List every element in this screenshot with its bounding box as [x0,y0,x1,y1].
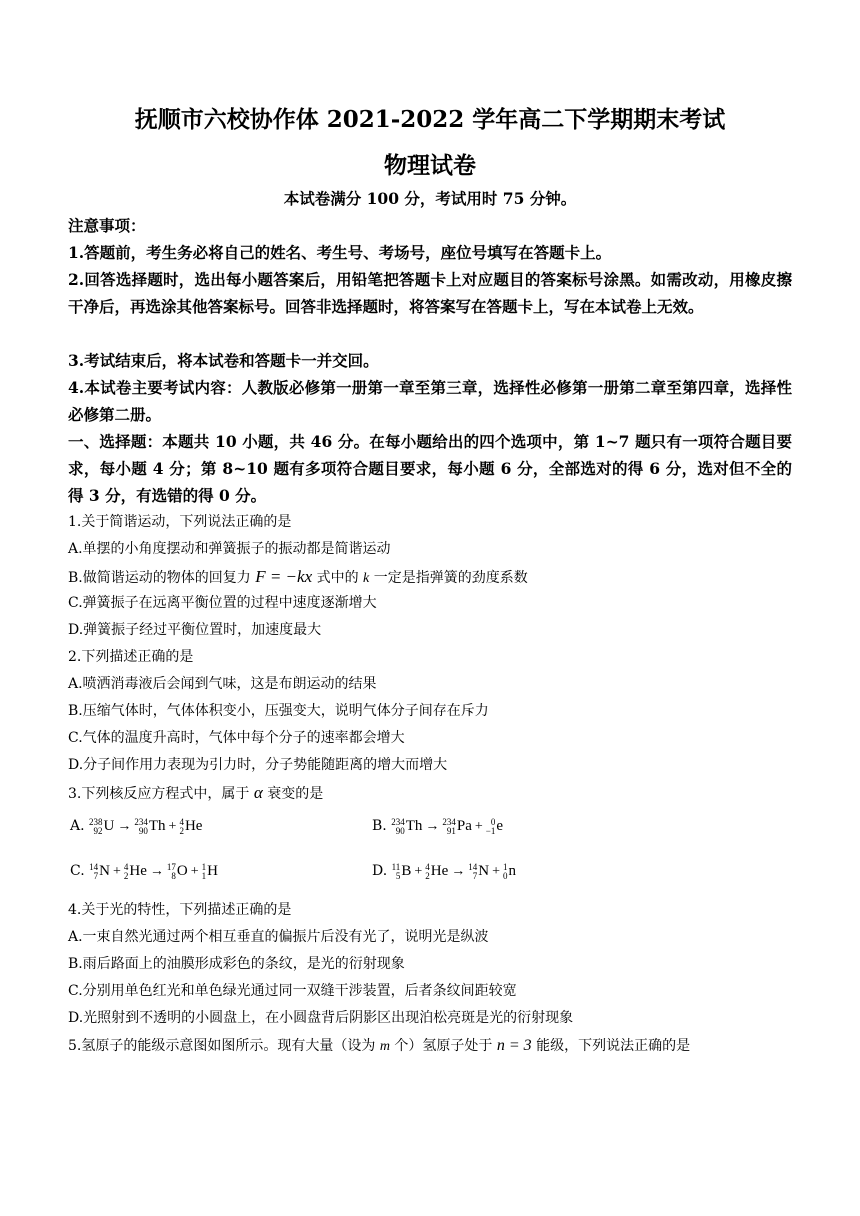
atomic-number: 90 [138,826,148,836]
reaction-operator: + [168,819,177,835]
reaction-operator: → [149,864,164,880]
nuclide [503,864,516,879]
reaction-operator: → [425,819,440,835]
nuclide-numbers [468,863,477,881]
q2-stem: 2.下列描述正确的是 [68,649,194,665]
reaction-operator: + [112,864,121,880]
nuclide-numbers [486,818,496,836]
nuclide-numbers [442,818,456,836]
element-symbol: N [99,863,110,880]
exam-info: 本试卷满分 100 分，考试用时 75 分钟。 [283,189,577,208]
element-symbol: H [207,863,218,880]
q5-stem-text: 5.氢原子的能级示意图如图所示。现有大量（设为 [68,1038,376,1054]
nuclide-numbers [392,863,401,881]
nuclide-numbers [179,818,184,836]
q3-stem-text: 3.下列核反应方程式中，属于 [68,786,250,802]
nuclide-numbers [425,863,430,881]
notice-heading: 注意事项： [68,216,146,235]
nuclide-numbers [89,818,103,836]
element-symbol: B [401,863,412,880]
mass-number: 14 [89,862,99,872]
atomic-number: 92 [93,826,103,836]
q4-option-a: A.一束自然光通过两个相互垂直的偏振片后没有光了，说明光是纵波 [68,929,489,945]
element-symbol: O [176,863,188,880]
exam-subtitle: 物理试卷 [384,152,476,179]
mass-number: 4 [179,817,184,827]
q1-option-a: A.单摆的小角度摆动和弹簧振子的振动都是简谐运动 [68,541,391,557]
mass-number: 14 [468,862,478,872]
notice-item-4: 4.本试卷主要考试内容：人教版必修第一册第一章至第三章，选择性必修第一册第二章至第四章，选择性必修第二册。 [68,378,792,424]
element-symbol: He [184,818,203,835]
nuclide-numbers [134,818,148,836]
nuclide [167,864,188,879]
q3-reaction-b [391,819,503,834]
q3-reaction-c [89,864,218,879]
nuclide [425,864,448,879]
q3-stem [68,779,792,808]
nuclide [89,864,110,879]
q2-option-b: B.压缩气体时，气体体积变小，压强变大，说明气体分子间存在斥力 [68,703,489,719]
nuclide [124,864,147,879]
nuclide [391,819,422,834]
mass-number: 234 [442,817,456,827]
atomic-number: 5 [395,871,401,881]
reaction-operator: + [474,819,483,835]
element-symbol: Pa [456,818,472,835]
energy-level-n: n = 3 [496,1037,532,1054]
element-symbol: e [496,818,504,835]
nuclide-numbers [167,863,176,881]
nuclide [179,819,202,834]
reaction-operator: + [190,864,199,880]
nuclide [89,819,114,834]
atomic-number: 2 [425,871,430,881]
q3-option-b-label: B. [372,818,387,835]
atomic-number: 2 [123,871,129,881]
q4-option-c: C.分别用单色红光和单色绿光通过同一双缝干涉装置，后者条纹间距较宽 [68,983,517,999]
q4-stem: 4.关于光的特性，下列描述正确的是 [68,902,292,918]
q3-stem-end: 衰变的是 [267,786,324,802]
atomic-number: 91 [446,826,456,836]
section-1-intro: 一、选择题：本题共 10 小题，共 46 分。在每小题给出的四个选项中，第 1~7 题只有一项符合题目要求，每小题 4 分；第 8~10 题有多项符合题目要求，每小题 6 分，全部选对的得 6 分，选对但不全的得 3 分，有选错的得 0 分。 [68,432,792,505]
q1-stem: 1.关于简谐运动，下列说法正确的是 [68,514,292,530]
q3-option-a-label: A. [70,818,85,835]
q1-option-b-text: B.做简谐运动的物体的回复力 [68,570,251,586]
q5-stem-end: 能级，下列说法正确的是 [536,1038,691,1054]
q4-option-b: B.雨后路面上的油膜形成彩色的条纹，是光的衍射现象 [68,956,405,972]
q1-option-b-mid: 式中的 [316,570,359,586]
atomic-number: 7 [472,871,478,881]
q2-option-d: D.分子间作用力表现为引力时，分子势能随距离的增大而增大 [68,757,448,773]
nuclide [392,864,412,879]
mass-number: 4 [123,862,129,872]
atomic-number: 7 [93,871,99,881]
q1-option-b [68,563,792,592]
nuclide [442,819,472,834]
mass-number: 11 [391,862,401,872]
atomic-number: 2 [179,826,184,836]
reaction-operator: → [451,864,466,880]
q1-option-d: D.弹簧振子经过平衡位置时，加速度最大 [68,622,322,638]
q3-option-c-label: C. [70,863,85,880]
element-symbol: He [129,863,147,880]
q5-stem [68,1032,792,1060]
mass-number: 0 [490,817,496,827]
notice-item-2: 2.回答选择题时，选出每小题答案后，用铅笔把答题卡上对应题目的答案标号涂黑。如需改动，用橡皮擦干净后，再选涂其他答案标号。回答非选择题时，将答案写在答题卡上，写在本试卷上无效。 [68,270,792,316]
mass-number: 4 [425,862,430,872]
q5-stem-mid: 个）氢原子处于 [394,1038,493,1054]
q2-option-a: A.喷洒消毒液后会闻到气味，这是布朗运动的结果 [68,676,377,692]
element-symbol: U [103,818,115,835]
q3-option-d-label: D. [372,863,388,880]
nuclide-numbers [202,863,207,881]
nuclide [468,864,489,879]
m-symbol: m [379,1039,390,1054]
mass-number: 1 [201,862,207,872]
notice-item-1: 1.答题前，考生务必将自己的姓名、考生号、考场号，座位号填写在答题卡上。 [68,243,612,262]
nuclide-numbers [503,863,508,881]
nuclide [202,864,218,879]
nuclide [134,819,165,834]
mass-number: 234 [134,817,148,827]
notice-item-3: 3.考试结束后，将本试卷和答题卡一并交回。 [68,351,379,370]
q3-option-c [70,863,218,881]
atomic-number: 0 [502,871,508,881]
element-symbol: Th [405,818,423,835]
q3-option-d [372,863,516,881]
q1-option-b-end: 一定是指弹簧的劲度系数 [373,570,528,586]
nuclide-numbers [391,818,405,836]
element-symbol: Th [148,818,166,835]
mass-number: 234 [391,817,405,827]
q3-option-a [70,818,202,836]
q4-option-d: D.光照射到不透明的小圆盘上，在小圆盘背后阴影区出现泊松亮斑是光的衍射现象 [68,1010,574,1026]
mass-number: 238 [89,817,103,827]
element-symbol: n [508,863,516,880]
atomic-number: 8 [171,871,176,881]
q1-option-c: C.弹簧振子在远离平衡位置的过程中速度逐渐增大 [68,595,377,611]
nuclide [486,819,503,834]
nuclide-numbers [89,863,98,881]
q3-reaction-a [89,819,202,834]
reaction-operator: + [492,864,500,880]
element-symbol: He [430,863,449,880]
mass-number: 1 [502,862,508,872]
q3-reaction-d [392,864,516,879]
exam-title: 抚顺市六校协作体 2021-2022 学年高二下学期期末考试 [134,106,726,133]
q2-option-c: C.气体的温度升高时，气体中每个分子的速率都会增大 [68,730,405,746]
q1-k-symbol: k [363,571,370,586]
nuclide-numbers [124,863,129,881]
reaction-operator: + [414,864,423,880]
atomic-number: −1 [485,826,496,836]
alpha-symbol: α [253,783,263,802]
atomic-number: 1 [201,871,207,881]
q3-option-b [372,818,503,836]
q1-formula: F = −kx [255,567,313,586]
mass-number: 17 [166,862,176,872]
reaction-operator: → [117,819,132,835]
element-symbol: N [478,863,490,880]
atomic-number: 90 [395,826,405,836]
